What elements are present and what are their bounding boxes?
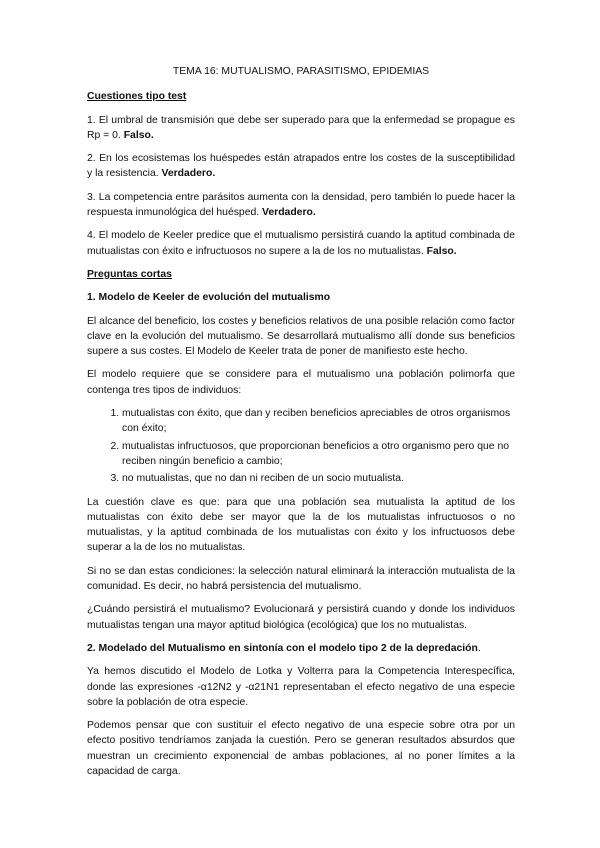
section-1-paragraph-5: ¿Cuándo persistirá el mutualismo? Evolucionará y persistirá cuando y donde los individuos mutualistas tengan una mayor aptitud biológica (ecológica) que los no mutualistas. (87, 604, 515, 631)
section-2-heading-suffix: . (477, 642, 481, 654)
list-item: 2. mutualistas infructuosos, que proporcionan beneficios a otro organismo pero que no reciben ningún beneficio a cambio; (122, 439, 515, 470)
question-4 (87, 228, 515, 259)
list-item: 3. no mutualistas, que no dan ni reciben de un socio mutualista. (122, 471, 515, 486)
question-3 (87, 190, 515, 221)
question-1 (87, 113, 515, 144)
question-text: 2. En los ecosistemas los huéspedes están atrapados entre los costes de la susceptibilidad y la resistencia. (87, 153, 515, 180)
question-answer: Verdadero. (161, 168, 216, 180)
question-text: 1. El umbral de transmisión que debe ser superado para que la enfermedad se propague es Rp = 0. (87, 114, 515, 141)
question-text: 4. El modelo de Keeler predice que el mutualismo persistirá cuando la aptitud combinada de mutualistas con éxito e infructuosos no supere a la de los no mutualistas. (87, 230, 515, 257)
section-1-paragraph-2: El modelo requiere que se considere para el mutualismo una población polimorfa que contenga tres tipos de individuos: (87, 369, 515, 396)
section-1-heading: 1. Modelo de Keeler de evolución del mutualismo (87, 292, 331, 304)
section-2-paragraph-2: Podemos pensar que con sustituir el efecto negativo de una especie sobre otra por un efecto positivo tendríamos zanjada la cuestión. Pero se generan resultados absurdos que muestran un crecimiento exponencial de ambas poblaciones, al no poner límites a la capacidad de carga. (87, 720, 515, 777)
document-body (87, 64, 515, 787)
section-1-paragraph-1: El alcance del beneficio, los costes y beneficios relativos de una posible relación como factor clave en la evolución del mutualismo. Se desarrollará mutualismo allí donde sus beneficios supere a sus costes. El Modelo de Keeler trata de poner de manifiesto este hecho. (87, 315, 515, 358)
section-2-paragraph-1: Ya hemos discutido el Modelo de Lotka y Volterra para la Competencia Interespecífica, donde las expresiones -α12N2 y -α21N1 representaban el efecto negativo de una especie sobre la población de otra especie. (87, 666, 515, 708)
list-item: 1. mutualistas con éxito, que dan y reciben beneficios apreciables de otros organismos con éxito; (122, 406, 515, 437)
individual-types-list (87, 406, 515, 486)
question-answer: Verdadero. (262, 207, 316, 219)
section-1-paragraph-3: La cuestión clave es que: para que una población sea mutualista la aptitud de los mutualistas con éxito debe ser mayor que la de los mutualistas infructuosos o no mutualistas, y la aptitud combinada de los mutualistas con éxito y los infructuosos debe superar a la de los no mutualistas. (87, 496, 515, 554)
short-questions-heading: Preguntas cortas (87, 268, 172, 280)
section-1-paragraph-4: Si no se dan estas condiciones: la selección natural eliminará la interacción mutualista de la comunidad. Es decir, no habrá persistencia del mutualismo. (87, 565, 515, 593)
question-text: 3. La competencia entre parásitos aumenta con la densidad, pero también lo puede hacer la respuesta inmunológica del huésped. (87, 191, 515, 219)
question-answer: Falso. (426, 245, 457, 257)
section-2-heading: 2. Modelado del Mutualismo en sintonía con el modelo tipo 2 de la depredación (87, 642, 478, 654)
test-questions-heading: Cuestiones tipo test (87, 91, 187, 103)
question-answer: Falso. (123, 129, 154, 141)
section-2-heading-line (87, 641, 515, 656)
question-2 (87, 151, 515, 182)
document-title: TEMA 16: MUTUALISMO, PARASITISMO, EPIDEMIAS (172, 66, 430, 77)
